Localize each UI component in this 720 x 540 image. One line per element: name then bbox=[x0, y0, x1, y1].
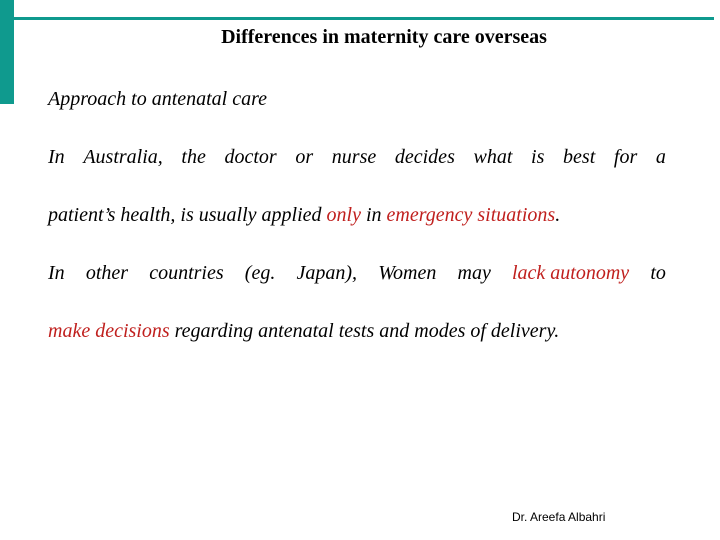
text-segment: regarding antenatal tests and modes of delivery. bbox=[169, 320, 560, 342]
word: to bbox=[650, 262, 666, 284]
text-segment: patient’s health, is usually applied bbox=[48, 204, 327, 226]
word: may bbox=[457, 262, 491, 284]
text-segment: in bbox=[360, 204, 387, 226]
footer-author: Dr. Areefa Albahri bbox=[512, 510, 606, 524]
word: nurse bbox=[331, 146, 377, 168]
word: decides bbox=[394, 146, 455, 168]
paragraph-1-line-1 bbox=[48, 146, 666, 169]
paragraph-1-line-2 bbox=[48, 204, 666, 227]
word: In bbox=[48, 146, 65, 168]
emphasis-text: lack autonomy bbox=[512, 262, 630, 284]
emphasis-text: only bbox=[326, 204, 361, 226]
word: Australia, bbox=[83, 146, 163, 168]
accent-bar bbox=[0, 0, 14, 104]
word: doctor bbox=[224, 146, 277, 168]
paragraph-2-line-1 bbox=[48, 262, 666, 285]
word: Japan), bbox=[296, 262, 358, 284]
word: (eg. bbox=[244, 262, 276, 284]
word: what bbox=[473, 146, 513, 168]
slide-title: Differences in maternity care overseas bbox=[221, 26, 547, 48]
paragraph-2-line-2 bbox=[48, 320, 666, 343]
subtitle: Approach to antenatal care bbox=[48, 88, 268, 110]
word: Women bbox=[378, 262, 437, 284]
text-segment: . bbox=[555, 204, 561, 226]
word: the bbox=[181, 146, 206, 168]
emphasis-text: make decisions bbox=[48, 320, 170, 342]
word: countries bbox=[149, 262, 224, 284]
word: a bbox=[655, 146, 666, 168]
word: In bbox=[48, 262, 65, 284]
word: best bbox=[563, 146, 596, 168]
word: other bbox=[85, 262, 129, 284]
word: is bbox=[531, 146, 545, 168]
word: for bbox=[613, 146, 638, 168]
word: or bbox=[295, 146, 314, 168]
emphasis-text: emergency situations bbox=[386, 204, 556, 226]
accent-line bbox=[14, 17, 714, 20]
